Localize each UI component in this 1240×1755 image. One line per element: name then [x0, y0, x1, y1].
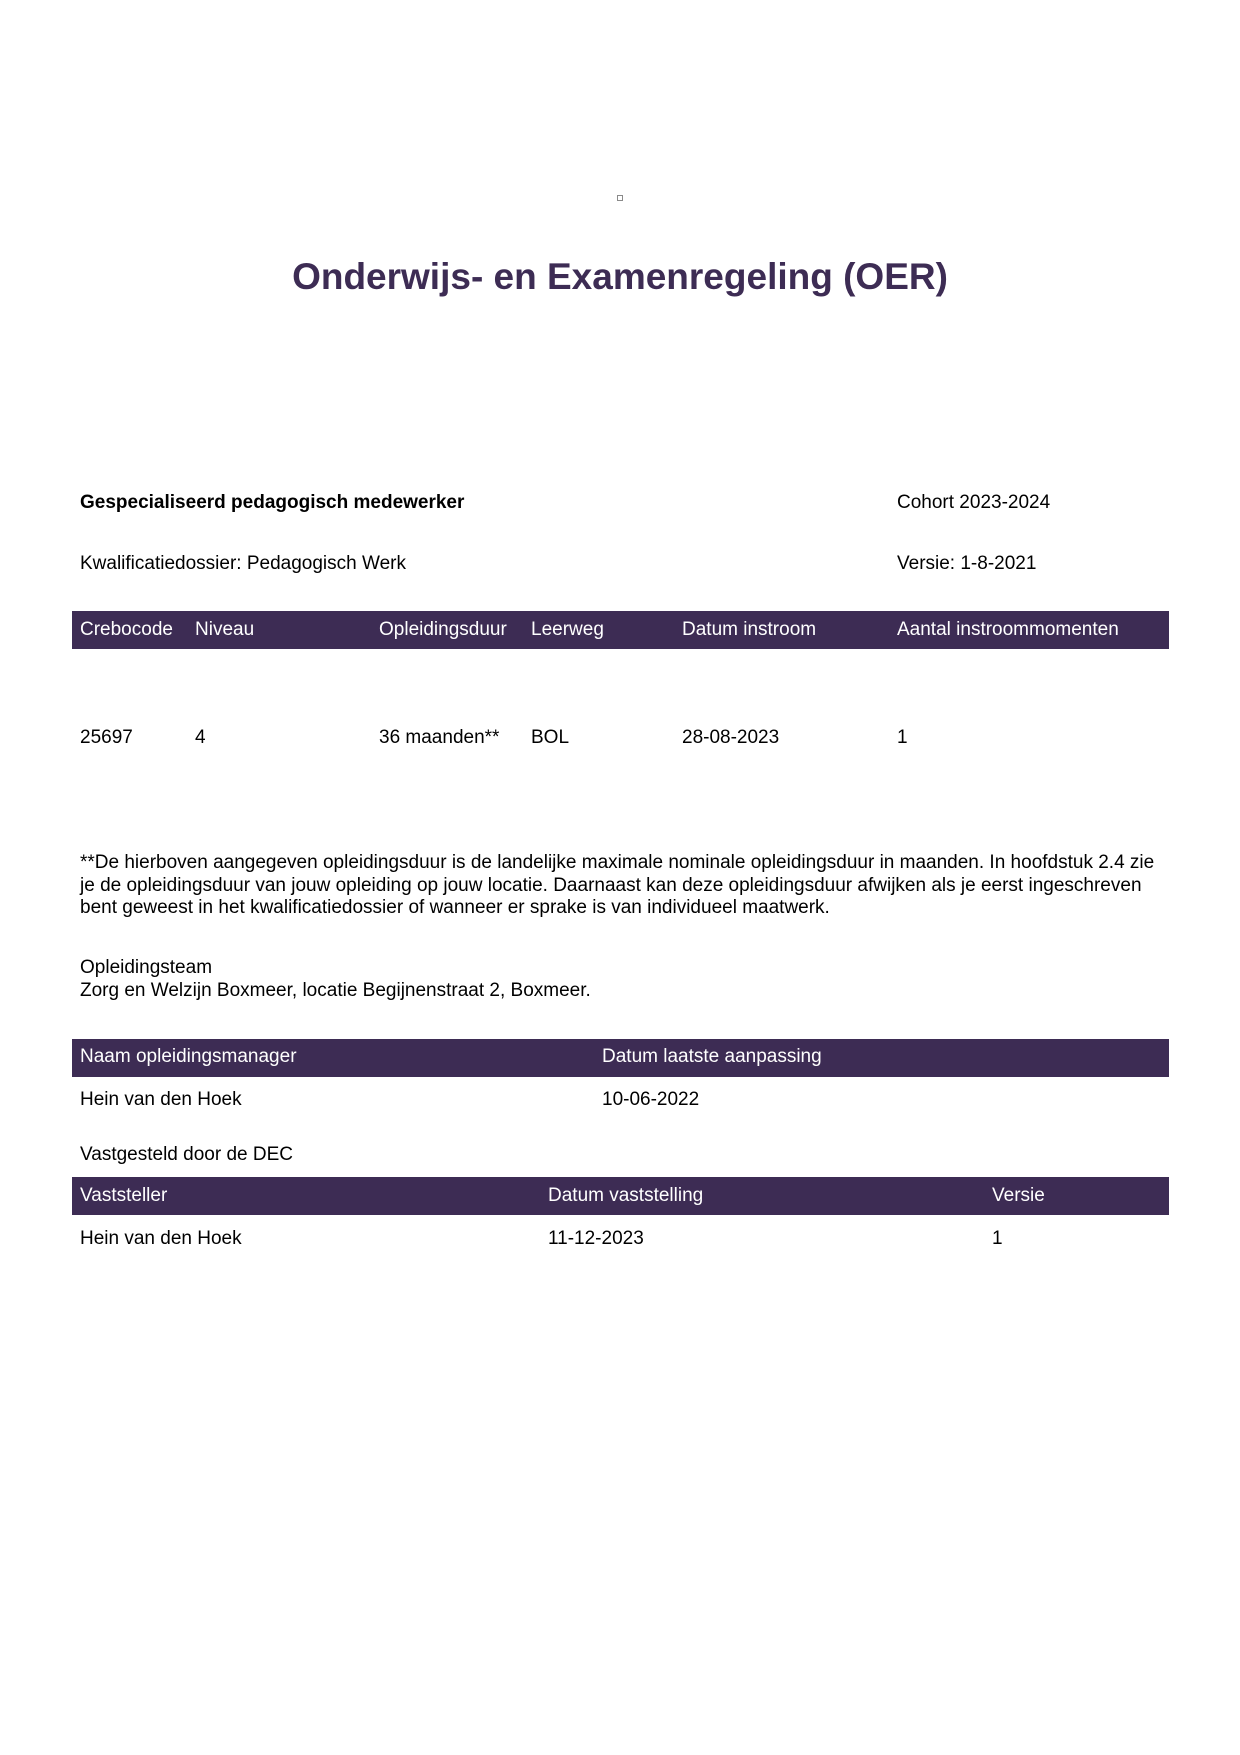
table1-header-crebocode: Crebocode: [80, 619, 173, 640]
table3-cell-versie: 1: [992, 1228, 1003, 1249]
table1-cell-opleidingsduur: 36 maanden**: [379, 727, 500, 748]
dec-label: Vastgesteld door de DEC: [80, 1144, 293, 1165]
table3-header-versie: Versie: [992, 1185, 1045, 1206]
team-location: Zorg en Welzijn Boxmeer, locatie Begijnenstraat 2, Boxmeer.: [80, 980, 591, 1001]
table1-cell-datum-instroom: 28-08-2023: [682, 727, 780, 748]
table2-cell-manager: Hein van den Hoek: [80, 1089, 242, 1110]
table3-cell-vaststeller: Hein van den Hoek: [80, 1228, 242, 1249]
table1-header-aantal-instroommomenten: Aantal instroommomenten: [897, 619, 1119, 640]
table1-cell-leerweg: BOL: [531, 727, 570, 748]
cohort: Cohort 2023-2024: [897, 492, 1051, 513]
table1-header-niveau: Niveau: [195, 619, 255, 640]
table2-cell-last-modified: 10-06-2022: [602, 1089, 700, 1110]
table3-header-vaststeller: Vaststeller: [80, 1185, 168, 1206]
qualification-dossier: Kwalificatiedossier: Pedagogisch Werk: [80, 553, 406, 574]
table1-cell-crebocode: 25697: [80, 727, 133, 748]
table2-header-last-modified: Datum laatste aanpassing: [602, 1046, 822, 1067]
table1-header-leerweg: Leerweg: [531, 619, 604, 640]
page-title: Onderwijs- en Examenregeling (OER): [292, 256, 948, 297]
table1-header-opleidingsduur: Opleidingsduur: [379, 619, 507, 640]
table1-cell-niveau: 4: [195, 727, 206, 748]
table1-cell-aantal-instroommomenten: 1: [897, 727, 908, 748]
course-name: Gespecialiseerd pedagogisch medewerker: [80, 492, 465, 513]
table1-header-datum-instroom: Datum instroom: [682, 619, 817, 640]
version-date: Versie: 1-8-2021: [897, 553, 1037, 574]
team-label: Opleidingsteam: [80, 957, 213, 978]
table2-header-manager: Naam opleidingsmanager: [80, 1046, 297, 1067]
table3-cell-datum-vaststelling: 11-12-2023: [548, 1228, 644, 1249]
table3-header-datum-vaststelling: Datum vaststelling: [548, 1185, 704, 1206]
logo-placeholder-icon: [617, 195, 623, 201]
duration-footnote: **De hierboven aangegeven opleidingsduur is de landelijke maximale nominale opleidingsduur in maanden. In hoofdstuk 2.4 zie je de opleidingsduur van jouw opleiding op jouw locatie. Daarnaast kan deze opleidingsduur afwijken als je eerst ingeschreven bent geweest in het kwalificatiedossier of wanneer er sprake is van individueel maatwerk.: [80, 852, 1155, 918]
